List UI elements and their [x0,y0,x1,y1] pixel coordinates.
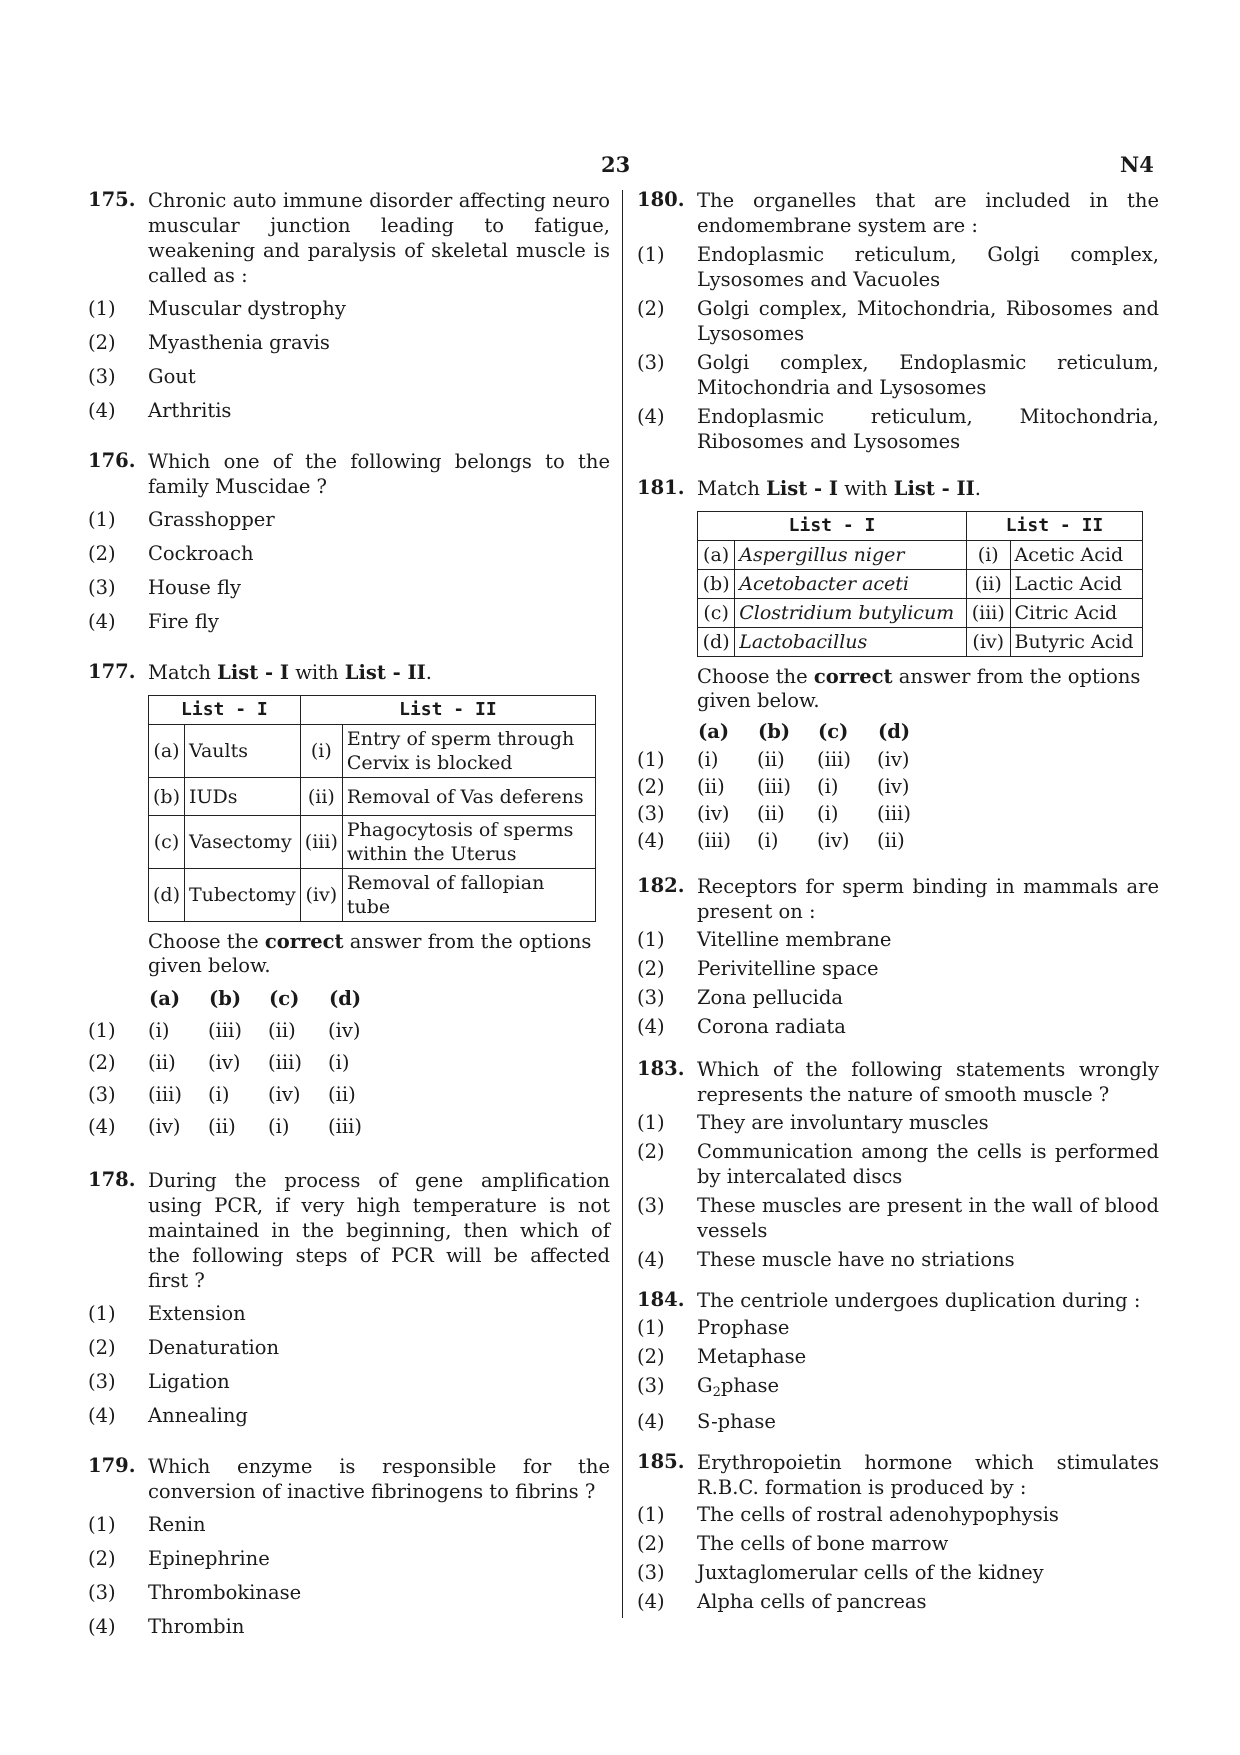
question-number: 184. [637,1288,685,1311]
option-number: (2) [637,1345,665,1368]
grid-header: (d) [329,986,362,1010]
option-number: (4) [88,1615,116,1638]
answer-option-row[interactable]: (3) (iv) (ii) (i) (iii) [637,802,911,825]
option-text: Grasshopper [148,508,275,531]
list-1-item: Aspergillus niger [735,541,967,570]
option-text: Metaphase [697,1345,807,1368]
option-text: Ligation [148,1370,230,1393]
option-number: (4) [88,1404,116,1427]
grid-header: (b) [758,720,791,743]
answer-option-row[interactable]: (1) (i) (iii) (ii) (iv) [88,1018,361,1042]
option-number: (3) [637,1561,665,1584]
page-number: 23 [601,152,631,177]
option-number: (3) [88,365,116,388]
option-text: Extension [148,1302,246,1325]
option-number: (1) [637,928,665,951]
question-184 [637,1288,1159,1434]
answer-options-grid [637,717,937,854]
question-text: Match List - I with List - II. [148,661,432,684]
question-number: 182. [637,874,685,897]
option[interactable] [637,1589,1159,1614]
list-1-header: List - I [149,696,301,725]
question-text: Receptors for sperm binding in mammals are present on : [697,875,1159,923]
option-number: (1) [88,508,116,531]
grid-header: (c) [818,720,849,743]
option-text: Communication among the cells is performed by intercalated discs [697,1140,1159,1188]
column-divider [622,190,623,1618]
option-text: Endoplasmic reticulum, Mitochondria, Ribosomes and Lysosomes [697,405,1159,453]
question-177 [88,660,610,1142]
option-number: (1) [637,1316,665,1339]
option[interactable] [637,1247,1159,1272]
option-text: Golgi complex, Mitochondria, Ribosomes and Lysosomes [697,297,1159,345]
answer-option-row[interactable]: (2) (ii) (iii) (i) (iv) [637,775,910,798]
answer-option-row[interactable]: (4) (iv) (ii) (i) (iii) [88,1114,362,1138]
list-2-item: Removal of Vas deferens [342,778,595,816]
option[interactable] [88,1580,610,1605]
row-label: (ii) [966,570,1010,599]
option-text: $G_2phase$ [697,1374,780,1400]
option[interactable] [88,296,610,321]
option-text: Corona radiata [697,1015,846,1038]
option-number: (3) [637,351,665,374]
option-text: These muscle have no striations [697,1248,1015,1271]
question-text: Erythropoietin hormone which stimulates R.B.C. formation is produced by : [697,1451,1159,1499]
answer-option-row[interactable]: (4) (iii) (i) (iv) (ii) [637,829,905,852]
list-1-item: IUDs [185,778,301,816]
question-181 [637,476,1159,854]
question-text: The organelles that are included in the endomembrane system are : [697,189,1159,237]
option[interactable] [637,1560,1159,1585]
question-text: Which of the following statements wrongly represents the nature of smooth muscle ? [697,1058,1159,1106]
option-text: S-phase [697,1410,776,1433]
question-178 [88,1168,610,1428]
option[interactable] [88,1369,610,1394]
question-number: 183. [637,1057,685,1080]
question-text: Match List - I with List - II. [697,477,981,500]
row-label: (iii) [966,599,1010,628]
answer-instruction: Choose the correct answer from the options given below. [148,930,592,977]
list-2-header: List - II [966,512,1142,541]
option-text: The cells of rostral adenohypophysis [697,1503,1059,1526]
option-text: Alpha cells of pancreas [697,1590,927,1613]
option[interactable] [637,1315,1159,1340]
question-number: 176. [88,449,136,472]
grid-header: (a) [149,986,181,1010]
match-table [148,695,596,922]
list-2-item: Lactic Acid [1010,570,1143,599]
option[interactable] [88,507,610,532]
option-text: Juxtaglomerular cells of the kidney [697,1561,1044,1584]
option-text: Perivitelline space [697,957,879,980]
option-number: (1) [637,1503,665,1526]
option-text: Endoplasmic reticulum, Golgi complex, Lysosomes and Vacuoles [697,243,1159,291]
question-number: 178. [88,1168,136,1191]
grid-header: (c) [269,986,300,1010]
option-text: Zona pellucida [697,986,843,1009]
row-label: (d) [698,628,735,657]
option-text: The cells of bone marrow [697,1532,949,1555]
option-text: They are involuntary muscles [697,1111,989,1134]
answer-option-row[interactable]: (3) (iii) (i) (iv) (ii) [88,1082,356,1106]
option-number: (2) [88,1547,116,1570]
option-number: (1) [88,1513,116,1536]
option-number: (2) [88,1336,116,1359]
booklet-code: N4 [1120,152,1154,177]
option[interactable] [637,927,1159,952]
option[interactable] [88,1614,610,1639]
list-1-header: List - I [698,512,967,541]
row-label: (i) [300,725,342,778]
option[interactable] [88,1546,610,1571]
question-176 [88,449,610,634]
option-number: (4) [637,1248,665,1271]
option[interactable] [637,350,1159,400]
answer-option-row[interactable]: (1) (i) (ii) (iii) (iv) [637,748,910,771]
question-number: 179. [88,1454,136,1477]
option-number: (4) [637,1015,665,1038]
option-number: (2) [637,297,665,320]
option[interactable] [637,1110,1159,1135]
option[interactable] [637,1193,1159,1243]
option-text: Fire fly [148,610,219,633]
grid-header: (d) [878,720,911,743]
question-179 [88,1454,610,1639]
row-label: (b) [698,570,735,599]
option-text: Renin [148,1513,206,1536]
option-number: (4) [88,610,116,633]
option[interactable] [637,404,1159,454]
option-text: Annealing [148,1404,248,1427]
option-text: Prophase [697,1316,790,1339]
question-text: The centriole undergoes duplication during : [697,1289,1141,1312]
option[interactable] [637,956,1159,981]
option[interactable] [637,1531,1159,1556]
option[interactable] [88,1335,610,1360]
row-label: (a) [698,541,735,570]
option-number: (2) [637,1532,665,1555]
option[interactable] [88,1403,610,1428]
option[interactable] [637,242,1159,292]
option[interactable] [88,398,610,423]
option-number: (2) [88,542,116,565]
option-number: (1) [88,1302,116,1325]
list-2-item: Entry of sperm through Cervix is blocked [342,725,595,778]
option-number: (3) [637,986,665,1009]
right-column [637,188,1159,1638]
option-number: (2) [637,957,665,980]
option[interactable] [637,1373,1159,1405]
row-label: (c) [698,599,735,628]
row-label: (iii) [300,816,342,869]
option-number: (3) [637,1374,665,1397]
option-text: Epinephrine [148,1547,270,1570]
option-number: (1) [637,243,665,266]
row-label: (ii) [300,778,342,816]
list-2-item: Acetic Acid [1010,541,1143,570]
option-number: (4) [637,1590,665,1613]
answer-instruction: Choose the correct answer from the options given below. [697,665,1141,712]
option-number: (4) [88,399,116,422]
option-number: (3) [637,1194,665,1217]
match-table [697,511,1143,657]
option[interactable] [637,985,1159,1010]
question-number: 180. [637,188,685,211]
question-175 [88,188,610,423]
list-2-item: Phagocytosis of sperms within the Uterus [342,816,595,869]
option-number: (4) [637,1410,665,1433]
option-number: (4) [637,405,665,428]
option-text: Arthritis [148,399,232,422]
option[interactable] [88,541,610,566]
option-number: (3) [88,1581,116,1604]
row-label: (iv) [300,869,342,922]
question-number: 185. [637,1450,685,1473]
option[interactable] [637,1409,1159,1434]
option-text: Thrombokinase [148,1581,302,1604]
list-1-item: Clostridium butylicum [735,599,967,628]
option[interactable] [637,1014,1159,1039]
list-1-item: Acetobacter aceti [735,570,967,599]
row-label: (d) [149,869,185,922]
option[interactable] [88,364,610,389]
option-number: (3) [88,576,116,599]
option-number: (1) [637,1111,665,1134]
left-column [88,188,610,1663]
row-label: (c) [149,816,185,869]
list-2-item: Citric Acid [1010,599,1143,628]
question-182 [637,874,1159,1039]
option[interactable] [88,330,610,355]
option-text: Myasthenia gravis [148,331,330,354]
grid-header: (b) [209,986,242,1010]
question-text: During the process of gene amplification using PCR, if very high temperature is not maintained in the beginning, then which of the following steps of PCR will be affected first ? [148,1169,610,1292]
answer-option-row[interactable]: (2) (ii) (iv) (iii) (i) [88,1050,350,1074]
option[interactable] [88,1512,610,1537]
option[interactable] [88,1301,610,1326]
option-text: Vitelline membrane [697,928,892,951]
list-2-item: Removal of fallopian tube [342,869,595,922]
option-number: (2) [88,331,116,354]
option[interactable] [637,1502,1159,1527]
question-text: Which enzyme is responsible for the conversion of inactive fibrinogens to fibrins ? [148,1455,610,1503]
grid-header: (a) [698,720,730,743]
row-label: (iv) [966,628,1010,657]
option-text: These muscles are present in the wall of blood vessels [697,1194,1159,1242]
option[interactable] [88,575,610,600]
question-183 [637,1057,1159,1272]
option-text: House fly [148,576,242,599]
option[interactable] [88,609,610,634]
answer-options-grid [88,982,388,1142]
question-number: 177. [88,660,136,683]
question-185 [637,1450,1159,1614]
option-number: (3) [88,1370,116,1393]
option-number: (2) [637,1140,665,1163]
question-180 [637,188,1159,454]
row-label: (i) [966,541,1010,570]
question-text: Which one of the following belongs to the family Muscidae ? [148,450,610,498]
option-number: (1) [88,297,116,320]
option-text: Denaturation [148,1336,280,1359]
question-number: 181. [637,476,685,499]
row-label: (b) [149,778,185,816]
list-1-item: Lactobacillus [735,628,967,657]
option-text: Muscular dystrophy [148,297,346,320]
option-text: Thrombin [148,1615,245,1638]
row-label: (a) [149,725,185,778]
list-2-item: Butyric Acid [1010,628,1143,657]
list-1-item: Vasectomy [185,816,301,869]
option[interactable] [637,296,1159,346]
question-text: Chronic auto immune disorder affecting neuro muscular junction leading to fatigue, weakening and paralysis of skeletal muscle is called as : [148,189,610,287]
list-1-item: Tubectomy [185,869,301,922]
option-text: Gout [148,365,196,388]
option[interactable] [637,1344,1159,1369]
option-text: Cockroach [148,542,254,565]
question-number: 175. [88,188,136,211]
option[interactable] [637,1139,1159,1189]
option-text: Golgi complex, Endoplasmic reticulum, Mitochondria and Lysosomes [697,351,1159,399]
list-1-item: Vaults [185,725,301,778]
list-2-header: List - II [300,696,595,725]
